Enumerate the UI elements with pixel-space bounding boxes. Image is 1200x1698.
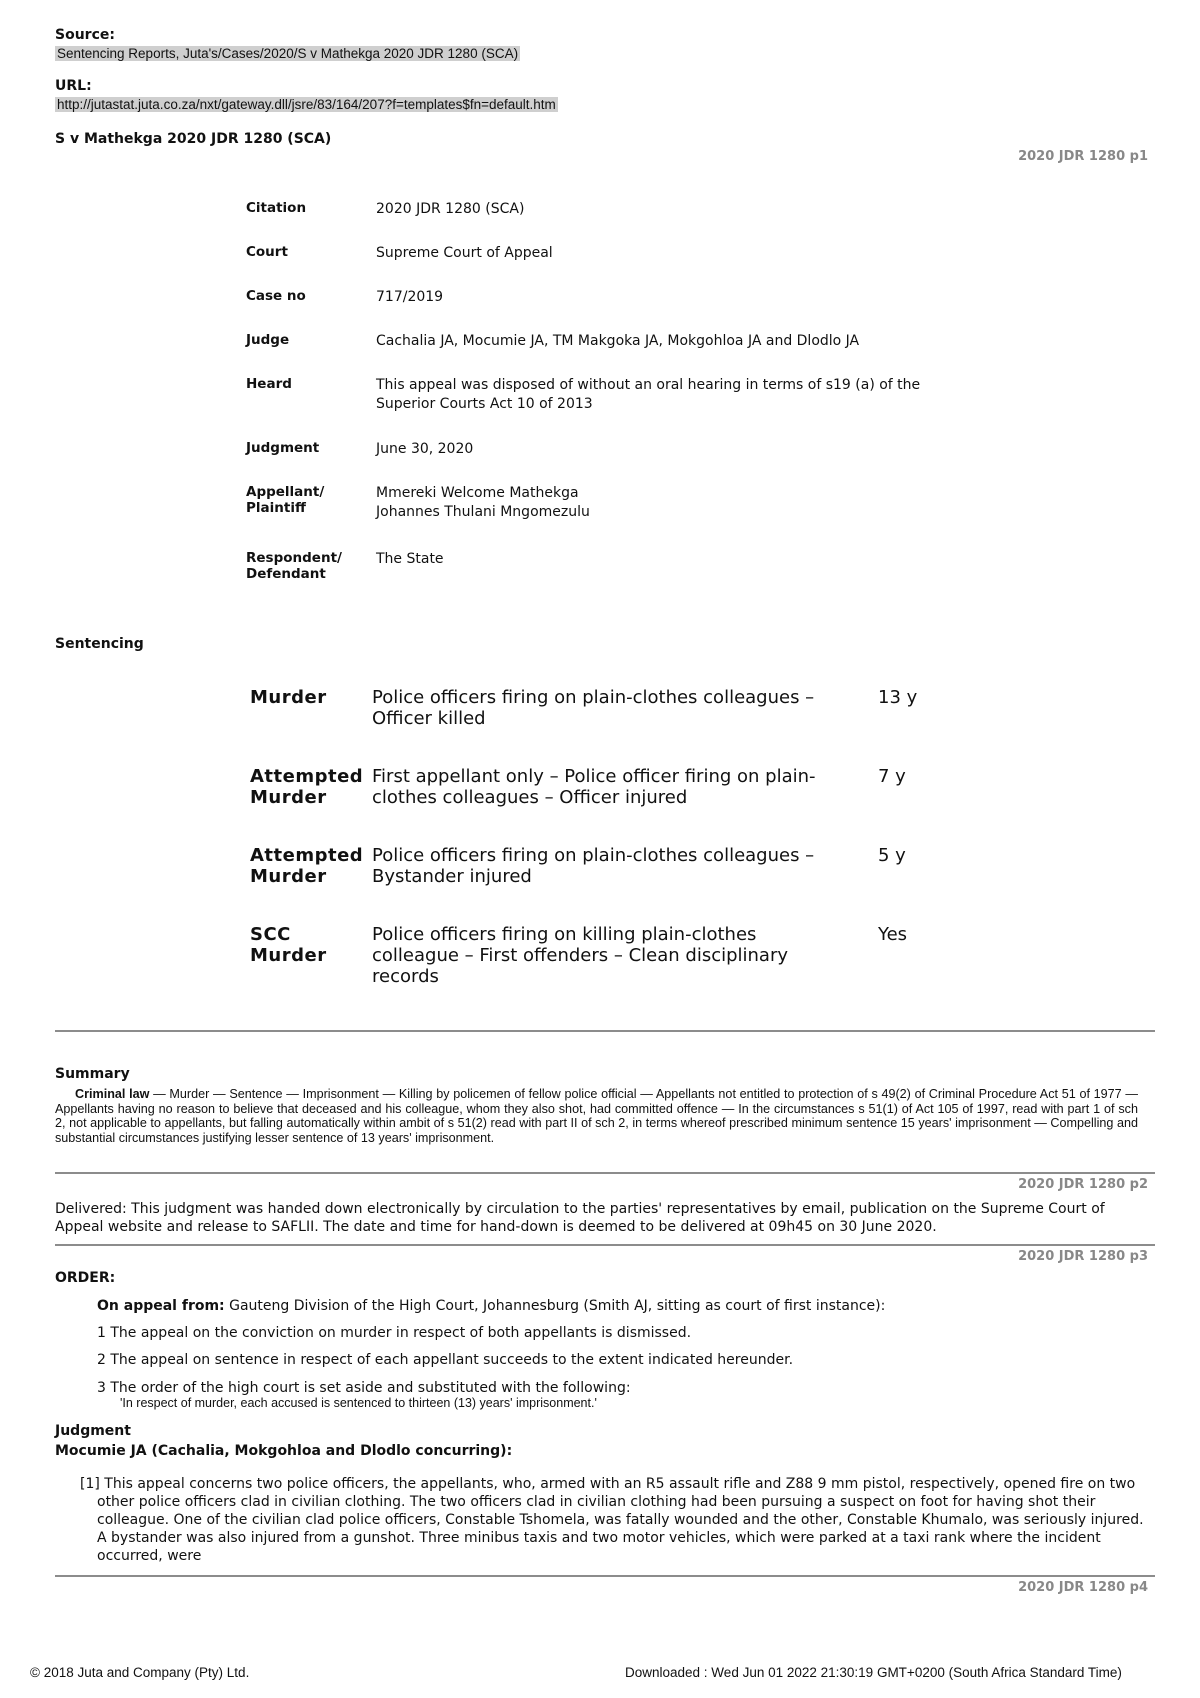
appeal-from-text: Gauteng Division of the High Court, Johannesburg (Smith AJ, sitting as court of first instance): [224,1298,886,1314]
sentencing-description: Police officers firing on killing plain-clothes colleague – First offenders – Clean disciplinary records [372,924,789,987]
source-label: Source: [55,27,115,43]
page-mark-p2: 2020 JDR 1280 p2 [1018,1177,1148,1192]
appellant-name: Johannes Thulani Mngomezulu [376,504,590,520]
detail-value: The State [376,551,444,567]
sentencing-description: First appellant only – Police officer firing on plain-clothes colleagues – Officer injured [372,766,816,808]
sentencing-heading: Sentencing [55,636,144,652]
detail-value: Supreme Court of Appeal [376,245,553,261]
detail-value: Cachalia JA, Mocumie JA, TM Makgoka JA, Mokgohloa JA and Dlodlo JA [376,333,860,349]
detail-value: This appeal was disposed of without an oral hearing in terms of s19 (a) of the Superior Courts Act 10 of 2013 [376,377,921,412]
order-item: 2 The appeal on sentence in respect of each appellant succeeds to the extent indicated hereunder. [97,1352,794,1368]
detail-value [376,484,976,522]
sentencing-offence: Attempted Murder [250,766,364,808]
sentencing-offence: Murder [250,687,327,708]
detail-key: Judge [246,332,290,348]
copyright-notice: © 2018 Juta and Company (Pty) Ltd. [30,1665,250,1680]
appellant-name: Mmereki Welcome Mathekga [376,485,579,501]
appeal-from-label: On appeal from: [97,1298,225,1314]
page-mark-p1: 2020 JDR 1280 p1 [1018,149,1148,164]
summary-heading: Summary [55,1066,130,1082]
sentencing-term: 5 y [878,845,906,866]
url-link[interactable]: http://jutastat.juta.co.za/nxt/gateway.dll/jsre/83/164/207?f=templates$fn=default.htm [57,97,556,112]
summary-text [55,1087,1138,1145]
sentencing-description: Police officers firing on plain-clothes colleagues – Officer killed [372,687,815,729]
page-mark-p4: 2020 JDR 1280 p4 [1018,1580,1148,1595]
detail-key: Respondent/ Defendant [246,550,342,582]
divider [55,1575,1155,1577]
divider [55,1172,1155,1174]
page-title: S v Mathekga 2020 JDR 1280 (SCA) [55,131,332,147]
judgment-paragraph: [1] This appeal concerns two police officers, the appellants, who, armed with an R5 assault rifle and Z88 9 mm pistol, respectively, opened fire on two other police officers clad in civilian clothing. The two officers clad in civilian clothing had been pursuing a suspect on foot for having shot their colleague. One of the civilian clad police officers, Constable Tshomela, was fatally wounded and the other, Constable Khumalo, was seriously injured. A bystander was also injured from a gunshot. Three minibus taxis and two motor vehicles, which were parked at a taxi rank where the incident occurred, were [80,1476,1144,1564]
sentencing-description: Police officers firing on plain-clothes colleagues – Bystander injured [372,845,815,887]
source-path: Sentencing Reports, Juta's/Cases/2020/S v Mathekga 2020 JDR 1280 (SCA) [57,46,519,61]
page-mark-p3: 2020 JDR 1280 p3 [1018,1249,1148,1264]
order-quote: 'In respect of murder, each accused is sentenced to thirteen (13) years' imprisonment.' [120,1396,597,1410]
divider [55,1244,1155,1246]
sentencing-term: 7 y [878,766,906,787]
detail-key: Citation [246,200,307,216]
divider [55,1030,1155,1032]
order-item: 1 The appeal on the conviction on murder in respect of both appellants is dismissed. [97,1325,692,1341]
detail-key: Appellant/ Plaintiff [246,484,325,516]
summary-lead: Criminal law [75,1087,150,1101]
url-label: URL: [55,78,92,94]
detail-key: Court [246,244,288,260]
sentencing-term: 13 y [878,687,918,708]
detail-value: 717/2019 [376,289,444,305]
appeal-from [97,1297,885,1315]
order-item: 3 The order of the high court is set aside and substituted with the following: [97,1380,631,1396]
detail-key: Heard [246,376,292,392]
delivered-note: Delivered: This judgment was handed down electronically by circulation to the parties' representatives by email, publication on the Supreme Court of Appeal website and release to SAFLII. The date and time for hand-down is deemed to be delivered at 09h45 on 30 June 2020. [55,1201,1105,1235]
detail-key: Case no [246,288,306,304]
sentencing-term: Yes [878,924,908,945]
summary-body-text: — Murder — Sentence — Imprisonment — Killing by policemen of fellow police official — Appellants not entitled to protection of s 49(2) of Criminal Procedure Act 51 of 1977 — Appellants having no reason to believe that deceased and his colleague, whom they also shot, had committed offence — In the circumstances s 51(1) of Act 105 of 1997, read with part 1 of sch 2, not applicable to appellants, but falling automatically within ambit of s 51(2) read with part II of sch 2, in terms whereof prescribed minimum sentence 15 years' imprisonment — Compelling and substantial circumstances justifying lesser sentence of 13 years' imprisonment. [55,1087,1138,1145]
judgment-heading: Judgment [55,1423,131,1439]
sentencing-offence: SCC Murder [250,924,327,966]
detail-value: 2020 JDR 1280 (SCA) [376,201,525,217]
sentencing-offence: Attempted Murder [250,845,364,887]
detail-value: June 30, 2020 [376,441,474,457]
judgment-author: Mocumie JA (Cachalia, Mokgohloa and Dlodlo concurring): [55,1443,513,1459]
order-heading: ORDER: [55,1270,116,1286]
download-timestamp: Downloaded : Wed Jun 01 2022 21:30:19 GMT+0200 (South Africa Standard Time) [625,1665,1122,1680]
detail-key: Judgment [246,440,320,456]
